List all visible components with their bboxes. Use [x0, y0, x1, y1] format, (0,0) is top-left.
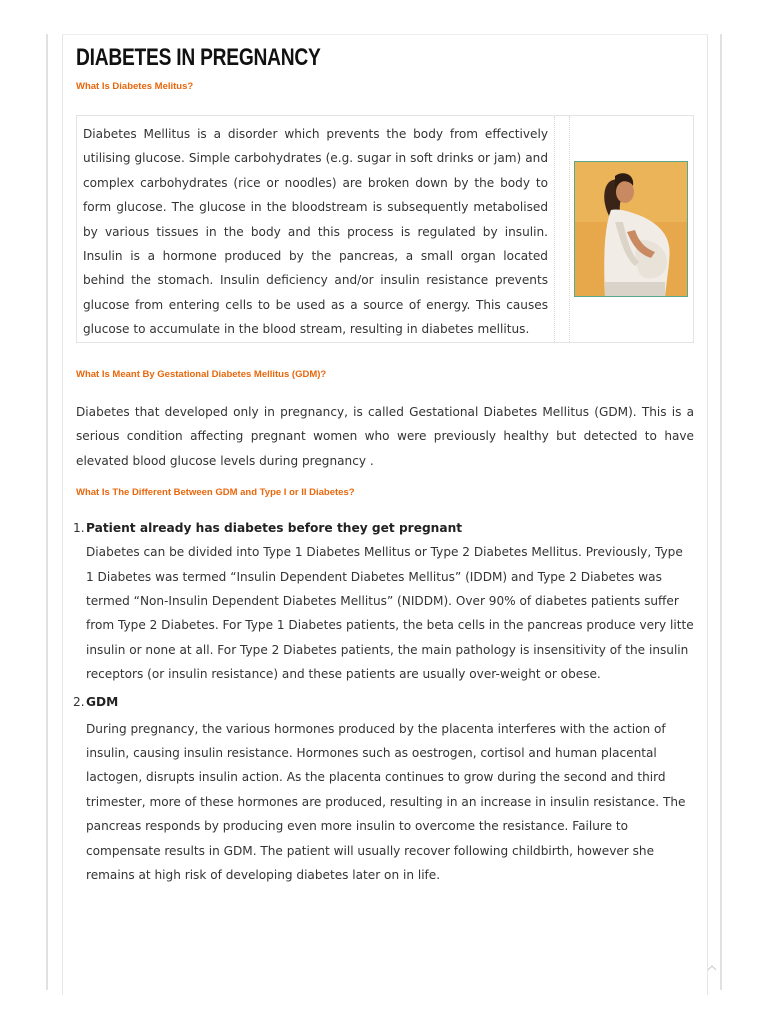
list-item-title: GDM [86, 694, 119, 709]
list-item [73, 690, 694, 888]
article-container[interactable] [62, 34, 708, 995]
intro-table [76, 115, 694, 343]
list-item-text: During pregnancy, the various hormones produced by the placenta interferes with the action of insulin, causing insulin resistance. Hormones such as oestrogen, cortisol and human placental lactogen, disrupts insulin action. As the placenta continues to grow during the second and third trimester, more of these hormones are produced, resulting in an increase in insulin resistance. The pancreas responds by producing even more insulin to overcome the resistance. Failure to compensate results in GDM. The patient will usually recover following childbirth, however she remains at high risk of developing diabetes later on in life. [86, 721, 686, 883]
list-item-number: 2. [73, 694, 85, 709]
list-item-title: Patient already has diabetes before they get pregnant [86, 521, 463, 536]
pregnant-woman-image [574, 161, 688, 297]
list-item-number: 1. [73, 521, 85, 536]
difference-list [73, 516, 694, 887]
chevron-up-icon [707, 964, 717, 972]
page-frame-right-rule [720, 34, 722, 990]
gdm-paragraph: Diabetes that developed only in pregnancy, is called Gestational Diabetes Mellitus (GDM). This is a serious condition affecting pregnant women who were previously healthy but detected to have elevated blood glucose levels during pregnancy . [76, 405, 694, 468]
section-heading-difference: What Is The Different Between GDM and Type I or II Diabetes? [76, 487, 355, 499]
page-frame-left-rule [46, 34, 48, 990]
table-spacer-cell [555, 116, 570, 342]
list-item [73, 516, 694, 686]
image-cell [570, 116, 693, 342]
intro-paragraph: Diabetes Mellitus is a disorder which prevents the body from effectively utilising glucose. Simple carbohydrates (e.g. sugar in soft drinks or jam) and complex carbohydrates (rice or noodles) are broken down by the body to form glucose. The glucose in the bloodstream is subsequently metabolised by various tissues in the body and this process is regulated by insulin. Insulin is a hormone produced by the pancreas, a small organ located behind the stomach. Insulin deficiency and/or insulin resistance prevents glucose from entering cells to be used as a source of energy. This causes glucose to accumulate in the blood stream, resulting in diabetes mellitus. [77, 116, 555, 342]
list-item-text: Diabetes can be divided into Type 1 Diabetes Mellitus or Type 2 Diabetes Mellitus. Previously, Type 1 Diabetes was termed “Insulin Dependent Diabetes Mellitus” (IDDM) and Type 2 Diabetes was termed “Non-Insulin Dependent Diabetes Mellitus” (NIDDM). Over 90% of diabetes patients suffer from Type 2 Diabetes. For Type 1 Diabetes patients, the beta cells in the pancreas produce very litte insulin or none at all. For Type 2 Diabetes patients, the main pathology is insensitivity of the insulin receptors (or insulin resistance) and these patients are usually over-weight or obese. [86, 545, 694, 682]
article-body [73, 35, 694, 888]
section-heading-diabetes-melitus: What Is Diabetes Melitus? [76, 81, 194, 92]
section-heading-gdm: What Is Meant By Gestational Diabetes Mellitus (GDM)? [76, 369, 327, 380]
pregnant-woman-illustration [575, 162, 688, 297]
page-title: DIABETES IN PREGNANCY [76, 44, 321, 71]
scroll-to-top-button[interactable] [703, 960, 721, 984]
